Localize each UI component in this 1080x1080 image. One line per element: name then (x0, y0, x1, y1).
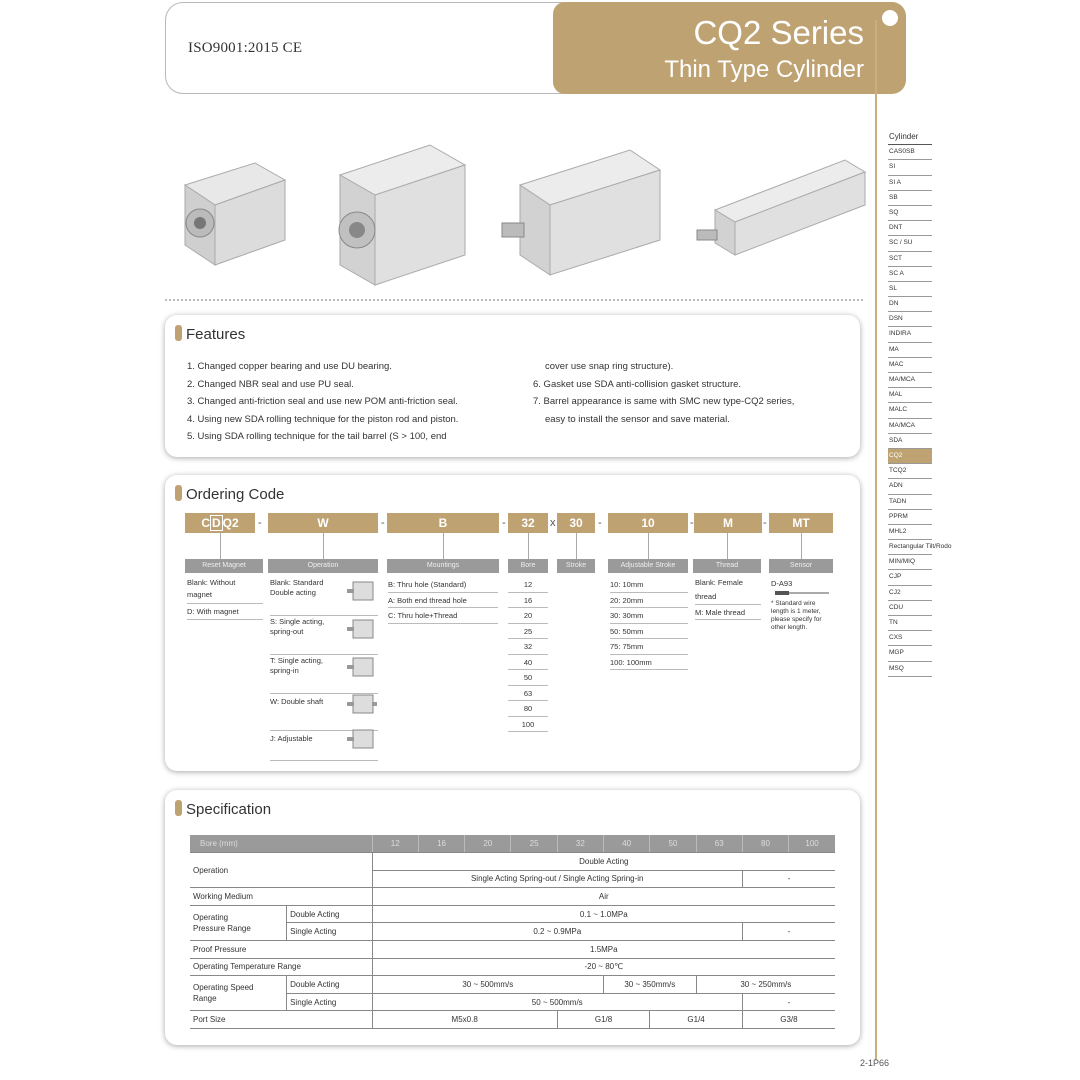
table-row: Operating Speed Range Double Acting 30 ~ 500mm/s 30 ~ 350mm/s 30 ~ 250mm/s (190, 976, 835, 994)
specification-panel (165, 790, 860, 1045)
feature-item: 6. Gasket use SDA anti-collision gasket structure. (533, 378, 742, 390)
table-row: Single Acting Spring-out / Single Acting Spring-in - (190, 870, 835, 888)
code-box-mounting: B (387, 513, 499, 533)
magnet-option-box: D (211, 516, 221, 530)
series-index-item[interactable]: ADN (888, 479, 932, 494)
feature-item: 5. Using SDA rolling technique for the tail barrel (S > 100, end (187, 431, 447, 442)
code-box-model: C D Q2 (185, 513, 255, 533)
series-index-item[interactable]: CXS (888, 631, 932, 646)
series-index-item[interactable]: MAC (888, 358, 932, 373)
table-row: Single Acting 50 ~ 500mm/s - (190, 993, 835, 1011)
adjust-stroke-option: 50: 50mm (610, 624, 688, 640)
feature-item: cover use snap ring structure). (545, 361, 674, 372)
series-index-item[interactable]: MALC (888, 403, 932, 418)
series-index-item[interactable]: SI A (888, 176, 932, 191)
series-index-tabs (888, 130, 952, 677)
series-index-item[interactable]: SI (888, 160, 932, 175)
specification-table (190, 835, 835, 1029)
series-index-item[interactable]: MSQ (888, 662, 932, 677)
series-index-item[interactable]: TN (888, 616, 932, 631)
series-index-item[interactable]: SC A (888, 267, 932, 282)
code-box-thread: M (694, 513, 762, 533)
magnet-options: Blank: Without magnet D: With magnet (187, 577, 263, 620)
feature-item: 2. Changed NBR seal and use PU seal. (187, 378, 354, 390)
operation-mini-cylinder-icons (347, 580, 377, 755)
series-index-item[interactable]: SC / SU (888, 236, 932, 251)
bore-option: 50 (508, 670, 548, 686)
ordering-code-panel (165, 475, 860, 771)
section-marker-icon (175, 485, 182, 501)
page-number: 2-1P66 (860, 1058, 890, 1068)
label-sensor: Sensor (769, 559, 833, 573)
series-index-item[interactable]: TCQ2 (888, 464, 932, 479)
series-index-item[interactable]: CQ2 (888, 449, 932, 464)
bore-option: 80 (508, 701, 548, 717)
title-banner (553, 2, 906, 94)
bore-options (508, 577, 548, 732)
series-index-item[interactable]: PPRM (888, 510, 932, 525)
series-index-item[interactable]: DNT (888, 221, 932, 236)
series-index-item[interactable]: SQ (888, 206, 932, 221)
series-index-item[interactable]: MA (888, 343, 932, 358)
table-row: Working Medium Air (190, 888, 835, 906)
series-index-item[interactable]: MAL (888, 388, 932, 403)
code-box-adjust: 10 (608, 513, 688, 533)
connector-line (323, 533, 324, 559)
feature-item: 1. Changed copper bearing and use DU bearing. (187, 361, 392, 372)
label-bore: Bore (508, 559, 548, 573)
features-right-list (533, 358, 794, 428)
code-box-bore: 32 (508, 513, 548, 533)
label-magnet: Reset Magnet (185, 559, 263, 573)
bore-option: 32 (508, 639, 548, 655)
label-mounting: Mountings (387, 559, 499, 573)
bore-option: 25 (508, 624, 548, 640)
connector-line (443, 533, 444, 559)
adjust-stroke-option: 10: 10mm (610, 577, 688, 593)
series-index-item[interactable]: SL (888, 282, 932, 297)
series-index-item[interactable]: MGP (888, 646, 932, 661)
banner-dot (882, 10, 898, 26)
sensor-icon (771, 589, 831, 597)
operation-options: Blank: Standard Double acting S: Single acting, spring-out T: Single acting, spring-in W: Double shaft J: Adjustable (270, 577, 378, 761)
label-stroke: Stroke (557, 559, 595, 573)
connector-line (576, 533, 577, 559)
bore-option: 63 (508, 686, 548, 702)
bore-option: 40 (508, 655, 548, 671)
dotted-divider (165, 299, 863, 301)
label-thread: Thread (693, 559, 761, 573)
connector-line (727, 533, 728, 559)
bore-option: 100 (508, 717, 548, 733)
series-index-item[interactable]: CJP (888, 570, 932, 585)
adjust-stroke-option: 30: 30mm (610, 608, 688, 624)
feature-item: 3. Changed anti-friction seal and use new POM anti-friction seal. (187, 396, 458, 407)
series-index-item[interactable]: MA/MCA (888, 419, 932, 434)
product-images (170, 120, 870, 295)
table-row: Bore (mm) 12 16 20 25 32 40 50 63 80 100 (190, 835, 835, 853)
bore-option: 16 (508, 593, 548, 609)
label-operation: Operation (268, 559, 378, 573)
series-index-item[interactable]: SCT (888, 252, 932, 267)
adjust-stroke-option: 20: 20mm (610, 593, 688, 609)
series-index-item[interactable]: SB (888, 191, 932, 206)
table-row: Single Acting 0.2 ~ 0.9MPa - (190, 923, 835, 941)
series-index-item[interactable]: CDU (888, 601, 932, 616)
table-row: Port Size M5x0.8 G1/8 G1/4 G3/8 (190, 1011, 835, 1029)
series-subtitle: Thin Type Cylinder (664, 56, 864, 83)
connector-line (528, 533, 529, 559)
adjust-stroke-option: 75: 75mm (610, 639, 688, 655)
mounting-options: B: Thru hole (Standard) A: Both end thread hole C: Thru hole+Thread (388, 577, 498, 624)
feature-item: 4. Using new SDA rolling technique for the piston rod and piston. (187, 413, 459, 425)
series-index-item[interactable]: MA/MCA (888, 373, 932, 388)
sensor-options: D-A93 * Standard wire length is 1 meter, please specify for other length. (771, 579, 837, 632)
series-index-item[interactable]: CJ2 (888, 586, 932, 601)
series-index-item[interactable]: INDIRA (888, 327, 932, 342)
spec-title: Specification (175, 800, 271, 818)
series-index-item[interactable]: SDA (888, 434, 932, 449)
features-left-list (187, 358, 458, 446)
features-title: Features (175, 325, 245, 343)
connector-line (220, 533, 221, 559)
table-row: Proof Pressure 1.5MPa (190, 941, 835, 959)
cylinder-image-long (500, 135, 670, 285)
cylinder-image-large (335, 130, 475, 290)
feature-item: easy to install the sensor and save material. (545, 413, 730, 425)
ordering-title: Ordering Code (175, 485, 284, 503)
section-marker-icon (175, 800, 182, 816)
series-index-item[interactable]: TADN (888, 495, 932, 510)
label-adjust: Adjustable Stroke (608, 559, 688, 573)
series-index-item[interactable]: MIN/MIQ (888, 555, 932, 570)
series-index-item[interactable]: CAS0SB (888, 145, 932, 160)
series-index-item[interactable]: DN (888, 297, 932, 312)
order-code-row: C D Q2 - W - B - 32 x 30 - 10 - M - MT (185, 513, 845, 533)
adjustable-stroke-options (610, 577, 688, 670)
table-row: Operation Double Acting (190, 853, 835, 871)
bore-option: 20 (508, 608, 548, 624)
certification-text: ISO9001:2015 CE (188, 40, 303, 56)
series-title: CQ2 Series (693, 14, 864, 51)
cylinder-image-small (175, 145, 295, 270)
series-index-item[interactable]: MHL2 (888, 525, 932, 540)
table-row: Operating Pressure Range Double Acting 0.1 ~ 1.0MPa (190, 905, 835, 923)
series-index-item[interactable]: Cylinder (888, 130, 932, 145)
series-index-item[interactable]: DSN (888, 312, 932, 327)
adjust-stroke-option: 100: 100mm (610, 655, 688, 671)
code-box-stroke: 30 (557, 513, 595, 533)
vertical-rule (875, 20, 877, 1060)
connector-line (801, 533, 802, 559)
code-box-operation: W (268, 513, 378, 533)
feature-item: 7. Barrel appearance is same with SMC new type-CQ2 series, (533, 396, 795, 407)
connector-line (648, 533, 649, 559)
bore-option: 12 (508, 577, 548, 593)
features-panel (165, 315, 860, 457)
thread-options: Blank: Female thread M: Male thread (695, 577, 761, 620)
cylinder-image-shaft (695, 150, 870, 260)
series-index-item[interactable]: Rectangular Tilt/Rodo (888, 540, 932, 555)
code-box-sensor: MT (769, 513, 833, 533)
table-row: Operating Temperature Range -20 ~ 80℃ (190, 958, 835, 976)
section-marker-icon (175, 325, 182, 341)
